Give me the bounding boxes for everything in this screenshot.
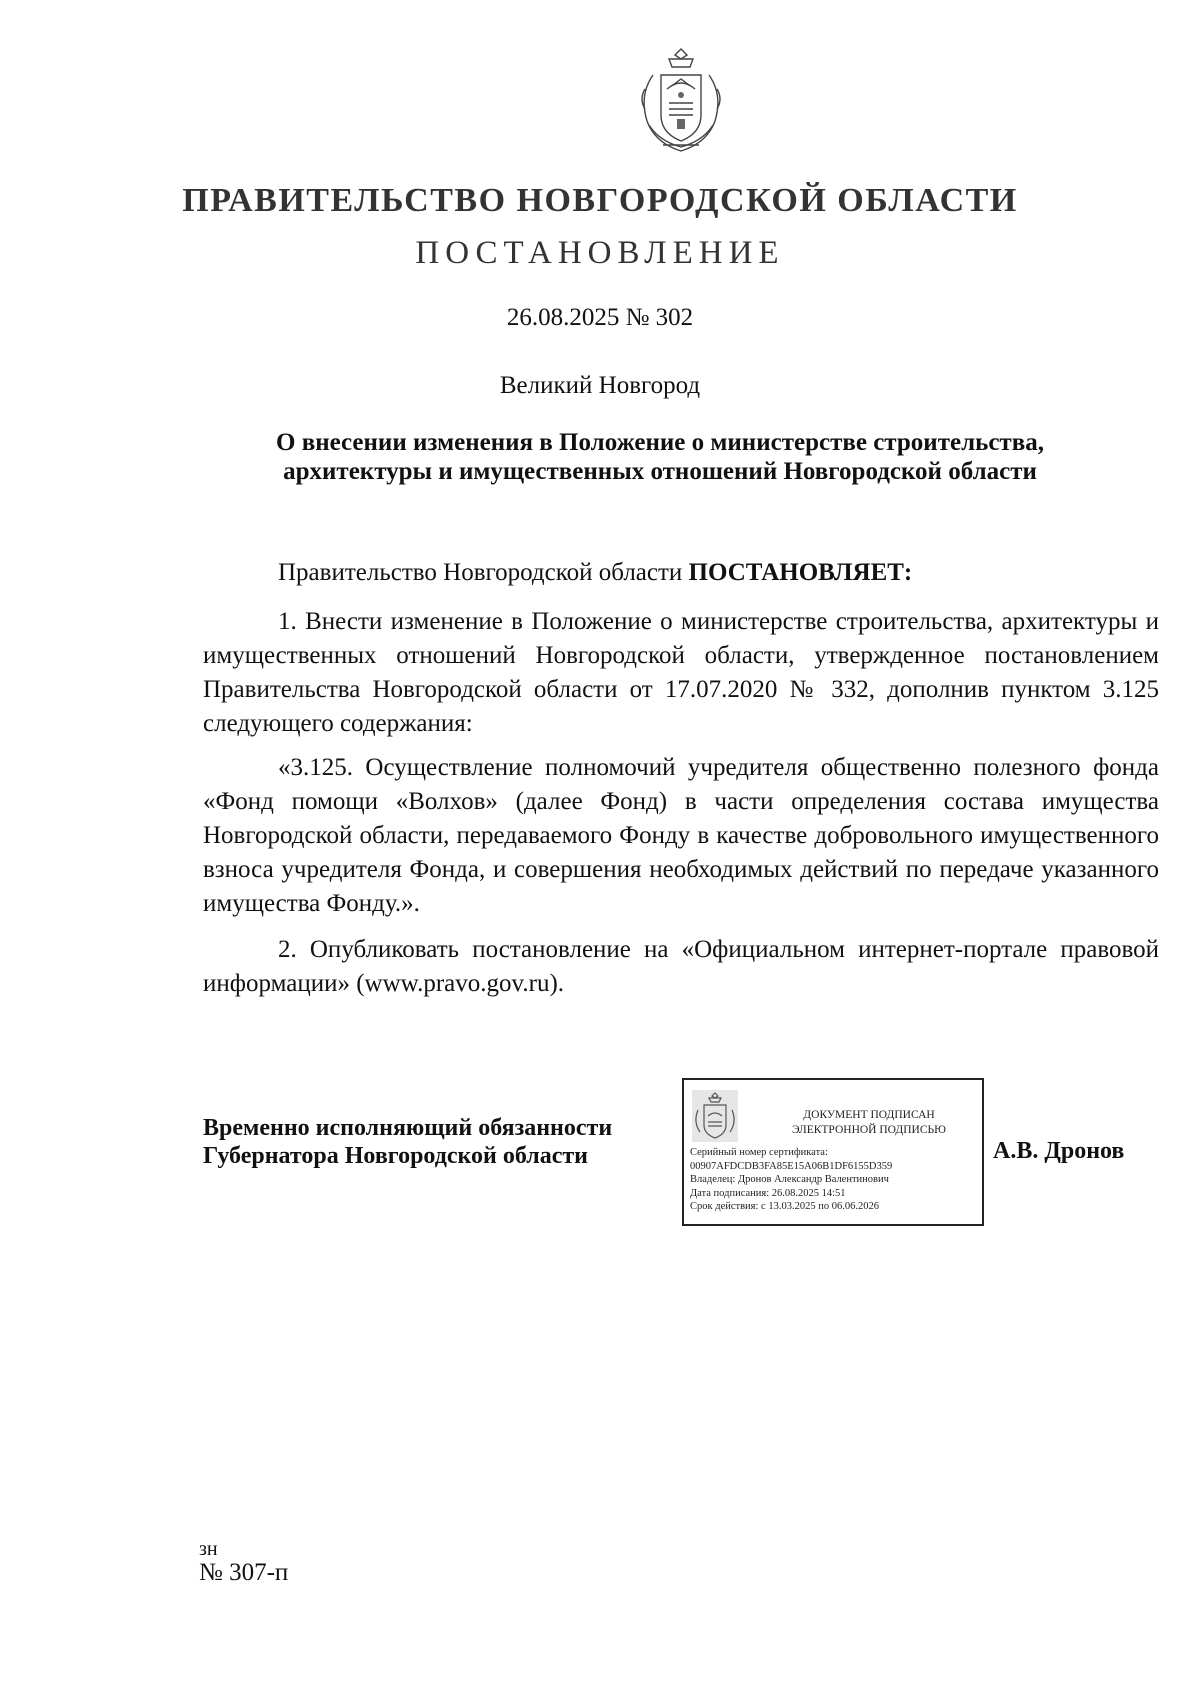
title-line-1: О внесении изменения в Положение о министерстве строительства, <box>276 429 1044 456</box>
stamp-heading-line-1: ДОКУМЕНТ ПОДПИСАН <box>803 1109 935 1121</box>
document-type-heading: ПОСТАНОВЛЕНИЕ <box>415 235 785 271</box>
certificate-owner: Владелец: Дронов Александр Валентинович <box>690 1174 889 1185</box>
decree-prefix: Правительство Новгородской области <box>278 559 689 586</box>
place-of-issue: Великий Новгород <box>499 372 701 399</box>
item-2: 2. Опубликовать постановление на «Официальном интернет-портале правовой информации» (www.pravo.gov.ru). <box>203 936 1159 997</box>
stamp-heading <box>764 1108 974 1138</box>
item-1-quote: «3.125. Осуществление полномочий учредителя общественно полезного фонда «Фонд помощи «Волхов» (далее Фонд) в части определения состава имущества Новгородской области, передаваемого Фонду в качестве добровольного имущественного взноса учредителя Фонда, и совершения необходимых действий по передаче указанного имущества Фонду.». <box>203 754 1159 917</box>
title-line-2: архитектуры и имущественных отношений Новгородской области <box>283 458 1037 485</box>
stamp-heading-line-2: ЭЛЕКТРОННОЙ ПОДПИСЬЮ <box>792 1124 946 1136</box>
certificate-number: 00907AFDCDB3FA85E15A06B1DF6155D359 <box>690 1160 893 1172</box>
certificate-label: Серийный номер сертификата: <box>690 1147 828 1158</box>
document-title <box>210 428 1110 486</box>
executor-initials: зн <box>199 1538 218 1560</box>
signing-date: Дата подписания: 26.08.2025 14:51 <box>690 1187 846 1199</box>
decree-word: ПОСТАНОВЛЯЕТ: <box>688 559 913 586</box>
certificate-validity: Срок действия: с 13.03.2025 по 06.06.2026 <box>690 1201 879 1212</box>
signatory-position <box>203 1114 673 1170</box>
position-line-1: Временно исполняющий обязанности <box>203 1115 613 1141</box>
registration-number: № 307-п <box>199 1559 289 1586</box>
position-line-2: Губернатора Новгородской области <box>203 1143 589 1169</box>
coat-of-arms-emblem <box>633 45 729 157</box>
stamp-emblem-icon <box>692 1090 738 1142</box>
electronic-signature-stamp <box>682 1078 984 1226</box>
decree-statement <box>203 556 1159 590</box>
signatory-name: А.В. Дронов <box>993 1138 1125 1164</box>
organization-heading: ПРАВИТЕЛЬСТВО НОВГОРОДСКОЙ ОБЛАСТИ <box>182 182 1018 219</box>
item-1: 1. Внести изменение в Положение о министерстве строительства, архитектуры и имущественных отношений Новгородской области, утвержденное постановлением Правительства Новгородской области от 17.07.2020 № 332, дополнив пунктом 3.125 следующего содержания: <box>203 608 1159 737</box>
stamp-details <box>690 1146 982 1214</box>
date-and-number: 26.08.2025 № 302 <box>506 304 694 331</box>
